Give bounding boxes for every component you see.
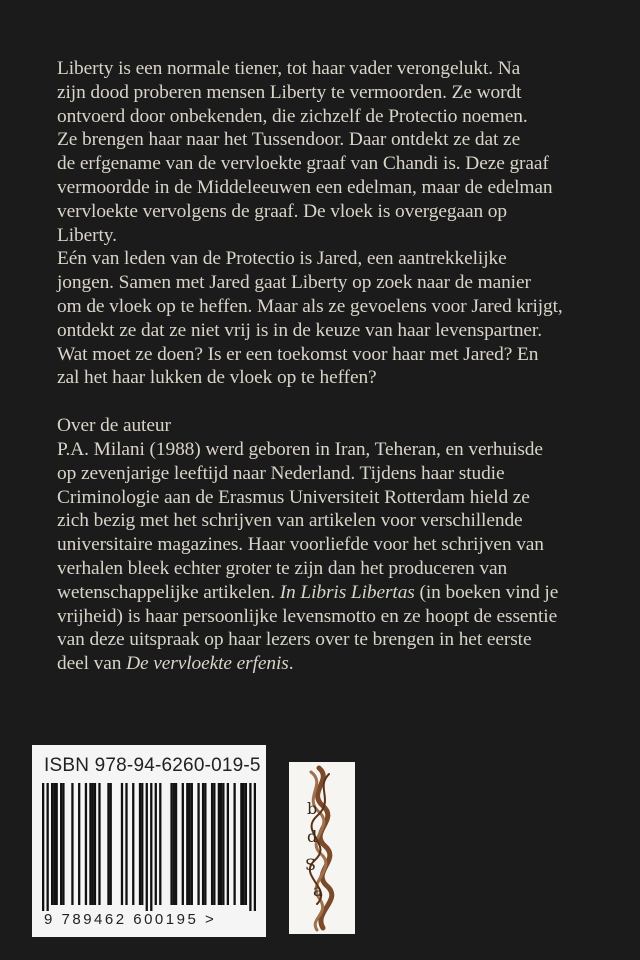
publisher-logo-icon xyxy=(289,762,355,934)
svg-text:d: d xyxy=(307,827,318,846)
barcode-bar xyxy=(213,783,215,905)
svg-text:S: S xyxy=(305,855,316,874)
barcode-bar xyxy=(141,783,143,905)
barcode-bar xyxy=(56,783,58,905)
barcode-bar xyxy=(242,783,244,905)
barcode-bar xyxy=(186,783,188,905)
barcode-bar xyxy=(202,783,204,905)
barcode-bar xyxy=(110,783,112,905)
barcode-bar xyxy=(132,783,134,905)
barcode-bar xyxy=(71,783,73,905)
barcode-bar xyxy=(107,783,109,905)
barcode-bar xyxy=(173,783,175,905)
barcode-bar xyxy=(233,783,235,905)
barcode-bar xyxy=(240,783,242,905)
barcode-bar xyxy=(53,783,55,905)
barcode xyxy=(42,783,256,911)
barcode-bar xyxy=(125,783,127,905)
synopsis-paragraph-2: Eén van leden van de Protectio is Jared, een aantrekkelijke jongen. Samen met Jared gaat Liberty op zoek naar de manier om de vloek op te heffen. Maar als ze gevoelens voor Jared krijgt, ontdekt ze dat ze niet vrij is in de keuze van haar levenspartner. Wat moet ze doen? Is er een toekomst voor haar met Jared? En zal het haar lukken de vloek op te heffen? xyxy=(57,248,563,389)
author-bio: P.A. Milani (1988) werd geboren in Iran, Teheran, en verhuisde op zevenjarige leeftijd naar Nederland. Tijdens haar studie Criminologie aan de Erasmus Universiteit Rotterdam hield ze zich bezig met het schrijven van artikelen voor verschillende universitaire magazines. Haar voorliefde voor het schrijven van verhalen bleek echter groter te zijn dan het produceren van wetenschappelijke artikelen. In Libris Libertas (in boeken vind je vrijheid) is haar persoonlijke levensmotto en ze hoopt de essentie van deze uitspraak op haar lezers over te brengen in het eerste deel van De vervloekte erfenis. xyxy=(57,438,559,675)
barcode-bar xyxy=(227,783,229,905)
synopsis-paragraph-1: Liberty is een normale tiener, tot haar vader verongelukt. Na zijn dood proberen mensen Liberty te vermoorden. Ze wordt ontvoerd door onbekenden, die zichzelf de Protectio noemen. Ze brengen haar naar het Tussendoor. Daar ontdekt ze dat ze de erfgename van de vervloekte graaf van Chandi is. Deze graaf vermoordde in de Middeleeuwen een edelman, maar de edelman vervloekte vervolgens de graaf. De vloek is overgegaan op Liberty. xyxy=(57,58,553,246)
barcode-bar xyxy=(249,783,251,911)
motto-italic: In Libris Libertas xyxy=(279,581,415,603)
barcode-bar xyxy=(47,783,49,911)
barcode-bar xyxy=(78,783,80,905)
barcode-bar xyxy=(139,783,141,905)
barcode-bar xyxy=(98,783,100,905)
barcode-bar xyxy=(197,783,199,905)
barcode-bar xyxy=(42,783,44,911)
barcode-bar xyxy=(155,783,157,905)
barcode-bar xyxy=(188,783,190,905)
barcode-bar xyxy=(191,783,193,905)
barcode-bar xyxy=(218,783,220,905)
isbn-number: ISBN 978-94-6260-019-5 xyxy=(44,755,261,776)
barcode-bar xyxy=(146,783,148,911)
barcode-bar xyxy=(245,783,247,905)
barcode-bar xyxy=(211,783,213,905)
barcode-bar xyxy=(85,783,87,905)
barcode-bar xyxy=(159,783,161,905)
barcode-digits: 9 789462 600195 > xyxy=(44,911,217,928)
publisher-logo xyxy=(289,762,355,934)
barcode-bar xyxy=(92,783,94,905)
barcode-bar xyxy=(222,783,224,905)
barcode-bar xyxy=(182,783,184,905)
barcode-bar xyxy=(150,783,152,911)
barcode-bar xyxy=(254,783,256,911)
svg-text:a: a xyxy=(313,881,323,900)
barcode-bar xyxy=(51,783,53,905)
barcode-bar xyxy=(220,783,222,905)
svg-text:b: b xyxy=(307,799,318,818)
book-title-italic: De vervloekte erfenis xyxy=(126,653,289,675)
barcode-bar xyxy=(204,783,206,905)
back-cover-text xyxy=(57,57,617,676)
isbn-barcode-label xyxy=(32,745,266,937)
barcode-bar xyxy=(62,783,64,905)
barcode-bar xyxy=(121,783,123,905)
barcode-bar xyxy=(94,783,96,905)
barcode-bar xyxy=(60,783,62,905)
barcode-bar xyxy=(170,783,172,905)
barcode-bar xyxy=(89,783,91,905)
author-heading: Over de auteur xyxy=(57,415,171,437)
barcode-bar xyxy=(175,783,177,905)
